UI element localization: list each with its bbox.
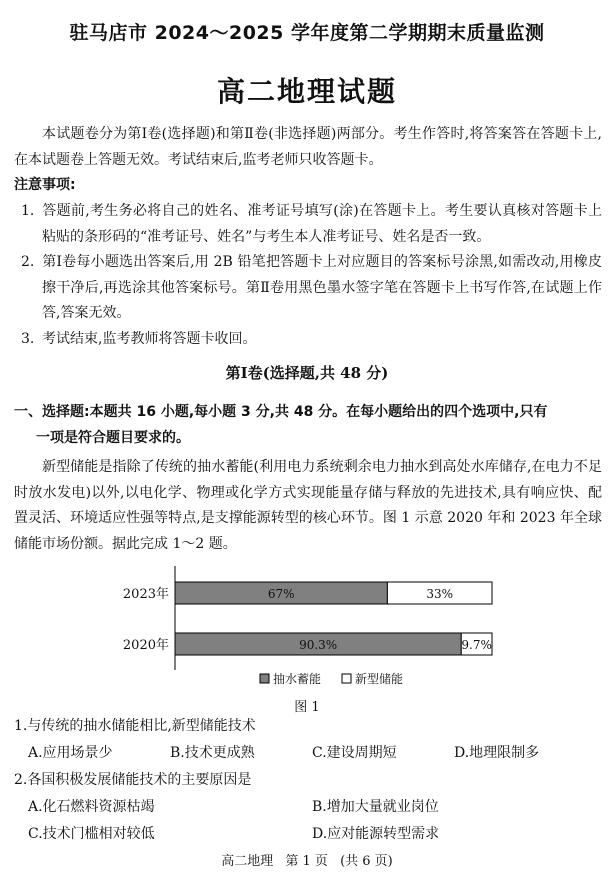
legend-swatch xyxy=(260,674,269,683)
section1-line1: 一、选择题:本题共 16 小题,每小题 3 分,共 48 分。在每小题给出的四个选项中,只有 xyxy=(14,404,548,420)
notice-item-3 xyxy=(21,327,602,353)
legend-swatch xyxy=(342,674,351,683)
notice-item-text: 答题前,考生务必将自己的姓名、准考证号填写(涂)在答题卡上。考生要认真核对答题卡上粘贴的条形码的“准考证号、姓名”与考生本人准考证号、姓名是否一致。 xyxy=(42,203,602,245)
part1-title: 第Ⅰ卷(选择题,共 48 分) xyxy=(225,364,389,382)
notice-item-text: 第Ⅰ卷每小题选出答案后,用 2B 铅笔把答题卡上对应题目的答案标号涂黑,如需改动,用橡皮擦干净后,再选涂其他答案标号。第Ⅱ卷用黑色墨水签字笔在答题卡上书写作答,在试题上作答,答案无效。 xyxy=(42,254,602,321)
market-share-chart xyxy=(100,566,520,716)
q2-option-b: B.增加大量就业岗位 xyxy=(312,799,439,815)
page-footer xyxy=(0,850,614,869)
notice-heading: 注意事项: xyxy=(14,177,76,193)
q1-option-b: B.技术更成熟 xyxy=(170,745,255,761)
section1-line2: 一项是符合题目要求的。 xyxy=(36,430,190,446)
section1-heading xyxy=(14,399,604,451)
notice-item-number: 2. xyxy=(21,254,35,270)
legend-label: 抽水蓄能 xyxy=(273,672,322,686)
legend-label: 新型储能 xyxy=(355,672,404,686)
notice-item-2 xyxy=(21,250,602,327)
notice-item-1 xyxy=(21,199,602,250)
q1-option-c: C.建设周期短 xyxy=(312,745,397,761)
footer-total: (共 6 页) xyxy=(340,854,393,869)
chart-data-label: 90.3% xyxy=(299,638,338,652)
q1-option-d: D.地理限制多 xyxy=(454,745,540,761)
passage-paragraph: 新型储能是指除了传统的抽水蓄能(利用电力系统剩余电力抽水到高处水库储存,在电力不足时放水发电)以外,以电化学、物理或化学方式实现能量存储与释放的先进技术,具有响应快、配置灵活、环境适应性强等特点,是支撑能源转型的核心环节。图 1 示意 2020 年和 2023 年全球储能市场份额。据此完成 1～2 题。 xyxy=(14,459,602,552)
chart-data-label: 33% xyxy=(426,587,454,601)
notice-item-number: 3. xyxy=(21,331,35,347)
question-2-stem: 2.各国积极发展储能技术的主要原因是 xyxy=(14,772,252,788)
q1-option-a: A.应用场景少 xyxy=(28,745,113,761)
intro-paragraph: 本试题卷分为第Ⅰ卷(选择题)和第Ⅱ卷(非选择题)两部分。考生作答时,将答案答在答题卡上,在本试题卷上答题无效。考试结束后,监考老师只收答题卡。 xyxy=(14,126,602,168)
question-1-stem: 1.与传统的抽水储能相比,新型储能技术 xyxy=(14,718,256,734)
q2-option-d: D.应对能源转型需求 xyxy=(312,826,440,842)
exam-header: 驻马店市 2024～2025 学年度第二学期期末质量监测 xyxy=(69,22,545,44)
chart-data-label: 9.7% xyxy=(461,638,492,652)
chart-svg xyxy=(100,566,520,696)
chart-data-label: 67% xyxy=(267,587,295,601)
exam-title: 高二地理试题 xyxy=(216,75,397,108)
footer-page: 第 1 页 xyxy=(285,854,328,869)
figure-caption: 图 1 xyxy=(294,700,320,715)
chart-category-label: 2023年 xyxy=(122,587,169,602)
notice-item-text: 考试结束,监考教师将答题卡收回。 xyxy=(42,331,257,347)
notice-item-number: 1. xyxy=(21,203,35,219)
chart-category-label: 2020年 xyxy=(122,638,169,653)
footer-subject: 高二地理 xyxy=(221,854,274,869)
q2-option-a: A.化石燃料资源枯竭 xyxy=(28,799,155,815)
q2-option-c: C.技术门槛相对较低 xyxy=(28,826,155,842)
